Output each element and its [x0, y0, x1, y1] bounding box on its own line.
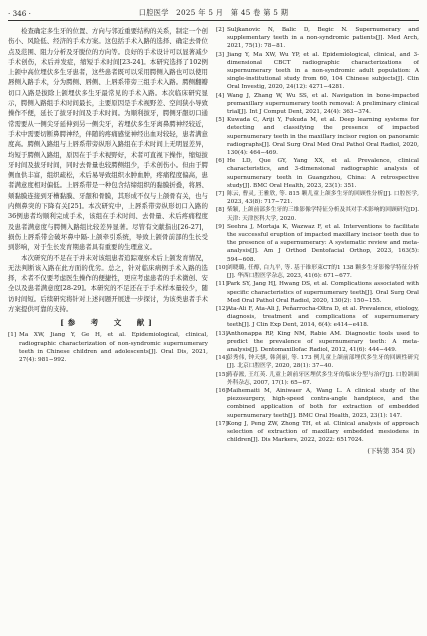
reference-item	[216, 371, 419, 387]
reference-item	[8, 331, 208, 364]
reference-text: Anthonappa RP, King NM, Rabie AM. Diagnostic tools used to predict the prevalence of supernumerary teeth: A meta-analysis[J]. Dentomaxillofac Radiol, 2012, 41(6): 444−449.	[227, 330, 419, 353]
reference-text: He LD, Que GY, Yang XX, et al. Prevalence, clinical characteristics, and 3-dimensional radiographic analysis of supernumerary teeth in Guangzhou, China: A retrospective study[J]. BMC Oral Health, 2023, 23(1): 351.	[227, 158, 419, 189]
reference-item	[216, 157, 419, 190]
reference-text: Park SY, Jang HJ, Hwang DS, et al. Complications associated with specific characteristics of supernumerary teeth[J]. Oral Surg Oral Med Oral Pathol Oral Radiol, 2020, 130(2): 150−155.	[227, 281, 419, 304]
reference-text: Seehra J, Mortaja K, Wazwaz F, et al. Interventions to facilitate the successful eruption of impacted maxillary incisor teeth due to the presence of a supernumerary: A systematic review and meta-analysis[J]. Am J Orthod Dentofacial Orthop, 2023, 163(5): 594−608.	[227, 223, 419, 263]
reference-item	[216, 330, 419, 355]
right-column	[216, 26, 419, 628]
reference-item	[216, 420, 419, 445]
reference-text: Kong J, Peng ZW, Zhong TH, et al. Clinical analysis of approach selection of extraction of maxillary embedded mesiodens in children[J]. Dis Markers, 2022, 2022: 6517024.	[227, 420, 419, 444]
reference-item	[216, 280, 419, 305]
reference-number: [1]	[8, 332, 17, 339]
reference-text: Ma XW, Jiang Y, Ge H, et al. Epidemiological, clinical, radiographic characterization of non-syndromic supernumerary teeth in Chinese children and adolescents[J]. Oral Dis, 2021, 27(4): 981−992.	[19, 332, 208, 363]
reference-number: [8]	[216, 207, 225, 214]
reference-number: [2]	[216, 27, 225, 33]
reference-text: Suljkanovic N, Balic D, Begic N. Supernumerary and supplementary teeth in a non-syndromic patients[J]. Med Arch, 2021, 75(1): 78−81.	[227, 27, 419, 50]
body-paragraph: 本次研究的不足在于并未对该组患者追踪观察术后上颌发育情况，无法判断该入路在此方面的优劣。总之，针对临床病例手术入路的选择，术者不仅要考虑医生操作的便捷性，更应考虑患者的手术微创、安全以及患者满意度[28-29]。本研究的不足还在于手术样本量较少，随访时间短。后续研究将针对上述问题开展进一步探讨，为该类患者手术方案提供可靠的支持。	[8, 253, 208, 314]
reference-text: 彭秀伟, 钟天骐, 韩剑丽, 等. 173 例儿童上颌前部埋伏多生牙的回顾性研究[J]. 北京口腔医学, 2020, 28(1): 37−40.	[227, 355, 419, 370]
reference-item	[216, 305, 419, 330]
reference-text: Wang J, Zhang W, Wu SS, et al. Navigation in bone-impacted premaxillary supernumerary tooth removal: A preliminary clinical trial[J]. Int J Comput Dent, 2021, 24(4): 363−374.	[227, 92, 419, 116]
reference-number: [15]	[216, 371, 228, 378]
left-column	[8, 26, 208, 628]
reference-number: [3]	[216, 51, 225, 58]
journal-info: 口腔医学 2025 年 5 月 第 45 卷 第 5 期	[138, 8, 289, 17]
reference-number: [14]	[216, 355, 228, 362]
reference-item	[216, 206, 419, 222]
reference-number: [10]	[216, 264, 228, 271]
reference-number: [6]	[216, 158, 225, 165]
reference-item	[216, 190, 419, 206]
page-number: · 346 ·	[8, 8, 31, 18]
reference-item	[216, 51, 419, 92]
reference-item	[216, 223, 419, 264]
reference-item	[216, 26, 419, 51]
reference-number: [16]	[216, 387, 228, 394]
reference-number: [11]	[216, 281, 228, 288]
reference-item	[216, 116, 419, 157]
reference-item	[216, 354, 419, 370]
continuation-note: (下转第 354 页)	[367, 447, 415, 456]
reference-text: 刘晓璐, 任醇, 白九平, 等. 基于锥形束CT的1 138 颗多生牙影像学特征分析[J]. 华西口腔医学杂志, 2023, 41(6): 671−677.	[227, 264, 419, 280]
reference-text: 蒋春淞, 王红英. 儿童上颌前牙区埋伏多生牙的临床分型与治疗[J]. 口腔颌面外科杂志, 2007, 17(1): 65−67.	[227, 371, 419, 386]
reference-text: Ata-Ali F, Ata-Ali J, Peñarrocha-Oltra D, et al. Prevalence, etiology, diagnosis, treatment and complications of supernumerary teeth[J]. J Clin Exp Dent, 2014, 6(4): e414−e418.	[227, 305, 419, 329]
reference-number: [12]	[216, 305, 228, 312]
reference-text: Maihemaiti M, Ainiwaer A, Wang L. A clinical study of the piezosurgery, high-speed contra-angle handpiece, and the combined application of both for extraction of embedded supernumerary teeth[J]. BMC Oral Health, 2023, 23(1): 147.	[227, 387, 419, 419]
reference-item	[216, 387, 419, 420]
reference-number: [7]	[216, 191, 225, 198]
reference-number: [4]	[216, 92, 225, 99]
reference-number: [9]	[216, 223, 225, 230]
reference-number: [5]	[216, 117, 225, 124]
reference-text: Jiang Y, Ma XW, Wu YP, et al. Epidemiological, clinical, and 3-dimensional CBCT radiographic characterizations of supernumerary teeth in a non-syndromic adult population: A single-institutional study from 60, 104 Chinese subjects[J]. Clin Oral Investig, 2020, 24(12): 4271−4281.	[227, 51, 419, 91]
reference-text: 陈云, 曹灵, 王雅欣, 等. 815 颗儿童上颌多生牙的回顾性分析[J]. 口腔医学, 2023, 43(8): 717−721.	[227, 191, 419, 206]
reference-number: [17]	[216, 420, 228, 427]
body-paragraph: 检查确定多生牙的位置、方向与邻近重要结构的关系，制定一个创伤小、风险低、经济的手术方案。这包括手术入路的选择、确定去骨位点及范围、阻力分析及牙脱位的方向等。良好的手术设计可以显著减少手术创伤，术后并发症，缩短手术时间[23-24]。本研究选择了102例上颌中高位埋伏多生牙患者，这些患者既可以采用腭侧入路也可以使用唇侧入路手术，分为腭侧、唇侧、上唇系带旁三组手术入路。腭侧翻瓣切口入路是拔除上颌埋伏多生牙最常见的手术入路。本次临床研究显示，腭侧入路组手术时间最长，主要原因是手术视野差、空间狭小导致操作不便，延长了拔牙时间及手术时间。为顺利拔牙，腭侧牙龈切口通常需要从一侧尖牙延伸到另一侧尖牙，若埋伏多生牙离鼻腭神经较近，手术中需要切断鼻腭神经，伴随的疼痛感觉神经出血对较轻，患者满意度高。腭侧入路组与上唇系带旁纵形入路组在手术时间上无明显差异，均短于腭侧入路组，原因在于手术视野好，术者可直视下操作，缩短拔牙时间及拔牙时间，同时去骨量也较腭侧组少，手术创伤小。但由于腭侧血供丰富，组织疏松，术后易导致组织水肿血肿，疼痛程度偏高，患者满意度相对偏低。上唇系带是一种包含结缔组织的黏膜折叠，将唇、颊黏膜连接到牙槽黏膜、牙龈和骨膜，其形成不仅与上颌骨有关，也与内侧鼻突的下降有关[25]。本次研究中，上唇系带旁纵形切口入路的36例患者均顺利完成手术，该组在手术时间、去骨量、术后疼痛程度及患者满意度与腭侧入路组比较差异显著。尽管有文献指出[26-27]，损伤上唇系带会破坏鼻中隔-上颌牵引系统，导致上颌骨前部的生长受到影响，对于生长发育期患者具有重要的生理意义。	[8, 27, 208, 252]
reference-text: 柴颖, 上颌前部多生牙的三维影像学特征分析及其对手术影响的回顾研究[D]. 天津: 天津医科大学, 2020.	[227, 207, 419, 222]
reference-number: [13]	[216, 330, 228, 337]
reference-item	[216, 264, 419, 280]
reference-item	[216, 92, 419, 117]
running-header	[8, 6, 419, 21]
references-heading: [参 考 文 献]	[60, 318, 156, 328]
reference-text: Kuwada C, Ariji Y, Fukuda M, et al. Deep learning systems for detecting and classifying the presence of impacted supernumerary teeth in the maxillary incisor region on panoramic radiographs[J]. Oral Surg Oral Med Oral Pathol Oral Radiol, 2020, 130(4): 464−469.	[227, 117, 419, 157]
